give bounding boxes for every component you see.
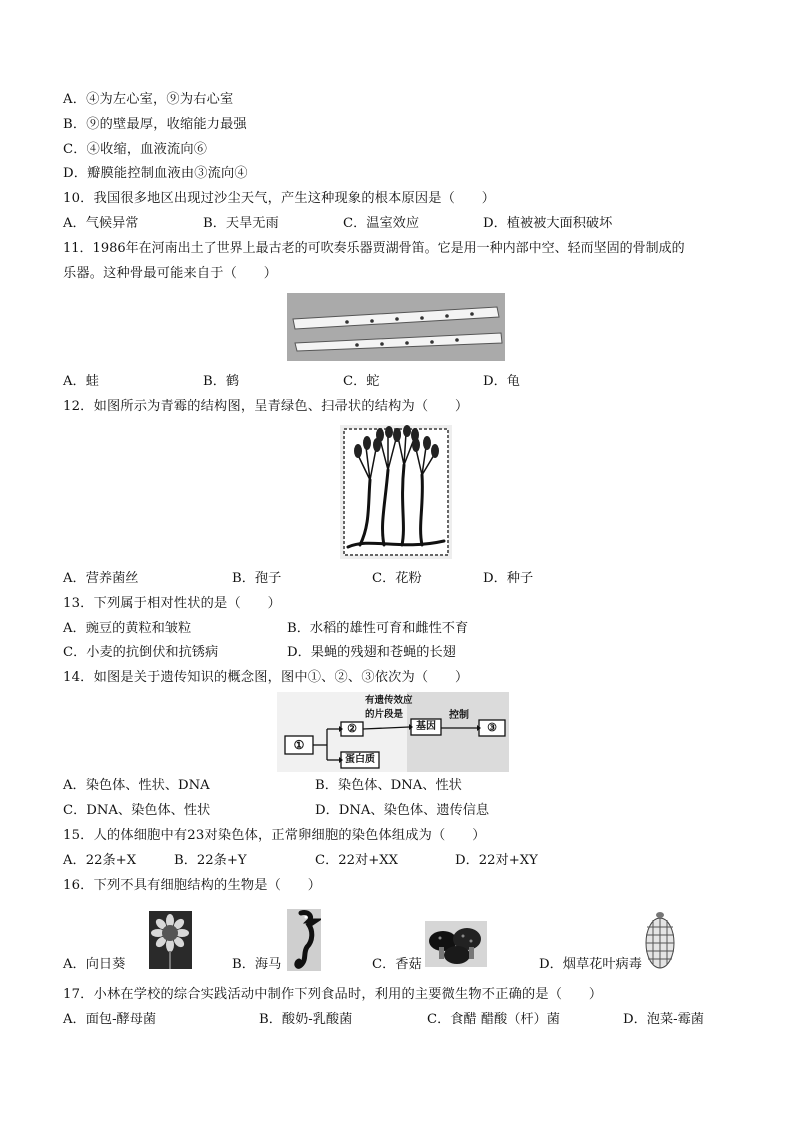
q15-option-c: C．22对+XX	[315, 853, 399, 868]
q16-option-b: B．海马	[232, 957, 282, 972]
q11-stem-line1: 11．1986年在河南出土了世界上最古老的可吹奏乐器贾湖骨笛。它是用一种内部中空、轻而坚固的骨制成的	[63, 241, 685, 256]
q10-option-c: C．温室效应	[343, 216, 420, 231]
concept-box-3: ③	[487, 721, 497, 734]
q15-option-d: D．22对+XY	[455, 853, 538, 868]
q16-option-a: A．向日葵	[63, 957, 126, 972]
tobacco-mosaic-virus-model	[643, 909, 677, 971]
bone-flute-photo	[287, 293, 505, 361]
q10-stem: 10．我国很多地区出现过沙尘天气，产生这种现象的根本原因是（ ）	[63, 191, 496, 206]
q13-option-c: C．小麦的抗倒伏和抗锈病	[63, 645, 219, 660]
q12-option-d: D．种子	[483, 571, 534, 586]
q13-option-d: D．果蝇的残翅和苍蝇的长翅	[287, 645, 456, 660]
concept-label-control: 控制	[449, 710, 469, 721]
q15-option-a: A．22条+X	[63, 853, 137, 868]
q12-stem: 12．如图所示为青霉的结构图，呈青绿色、扫帚状的结构为（ ）	[63, 399, 469, 414]
q11-option-b: B．鹤	[203, 374, 240, 389]
q14-option-d: D．DNA、染色体、遗传信息	[315, 803, 490, 818]
genetics-concept-map	[277, 692, 509, 772]
concept-box-2: ②	[347, 722, 357, 735]
q10-option-a: A．气候异常	[63, 216, 139, 231]
q11-option-c: C．蛇	[343, 374, 380, 389]
seahorse-photo	[287, 909, 321, 971]
q9-option-c: C．④收缩，血液流向⑥	[63, 142, 208, 157]
q9-option-b: B．⑨的壁最厚，收缩能力最强	[63, 117, 247, 132]
q14-option-a: A．染色体、性状、DNA	[63, 778, 210, 793]
concept-box-protein: 蛋白质	[345, 754, 375, 765]
q17-stem: 17．小林在学校的综合实践活动中制作下列食品时，利用的主要微生物不正确的是（ ）	[63, 987, 603, 1002]
q13-option-b: B．水稻的雄性可育和雌性不育	[287, 621, 469, 636]
sunflower-photo	[149, 911, 192, 969]
q10-option-b: B．天旱无雨	[203, 216, 279, 231]
penicillium-diagram	[340, 425, 452, 559]
q15-stem: 15．人的体细胞中有23对染色体，正常卵细胞的染色体组成为（ ）	[63, 828, 486, 843]
concept-label-top: 有遗传效应	[365, 695, 413, 706]
q9-option-a: A．④为左心室，⑨为右心室	[63, 92, 234, 107]
q14-option-c: C．DNA、染色体、性状	[63, 803, 211, 818]
q9-option-d: D．瓣膜能控制血液由③流向④	[63, 166, 248, 181]
q15-option-b: B．22条+Y	[174, 853, 247, 868]
q17-option-c: C．食醋 醋酸（杆）菌	[427, 1012, 560, 1027]
q10-option-d: D．植被被大面积破坏	[483, 216, 613, 231]
q14-option-b: B．染色体、DNA、性状	[315, 778, 462, 793]
concept-box-1: ①	[293, 738, 305, 752]
concept-label-bottom: 的片段是	[365, 709, 404, 720]
concept-box-gene: 基因	[416, 721, 436, 732]
q16-option-d: D．烟草花叶病毒	[539, 957, 642, 972]
q14-stem: 14．如图是关于遗传知识的概念图，图中①、②、③依次为（ ）	[63, 670, 469, 685]
q13-stem: 13．下列属于相对性状的是（ ）	[63, 596, 281, 611]
q17-option-d: D．泡菜-霉菌	[623, 1012, 704, 1027]
q12-option-b: B．孢子	[232, 571, 282, 586]
shiitake-photo	[425, 921, 487, 967]
q12-option-c: C．花粉	[372, 571, 422, 586]
q17-option-a: A．面包-酵母菌	[63, 1012, 157, 1027]
q11-option-d: D．龟	[483, 374, 520, 389]
q17-option-b: B．酸奶-乳酸菌	[259, 1012, 353, 1027]
q13-option-a: A．豌豆的黄粒和皱粒	[63, 621, 192, 636]
q16-stem: 16．下列不具有细胞结构的生物是（ ）	[63, 878, 322, 893]
q12-option-a: A．营养菌丝	[63, 571, 139, 586]
q11-stem-line2: 乐器。这种骨最可能来自于（ ）	[63, 266, 278, 281]
q16-option-c: C．香菇	[372, 957, 422, 972]
q11-option-a: A．蛙	[63, 374, 99, 389]
